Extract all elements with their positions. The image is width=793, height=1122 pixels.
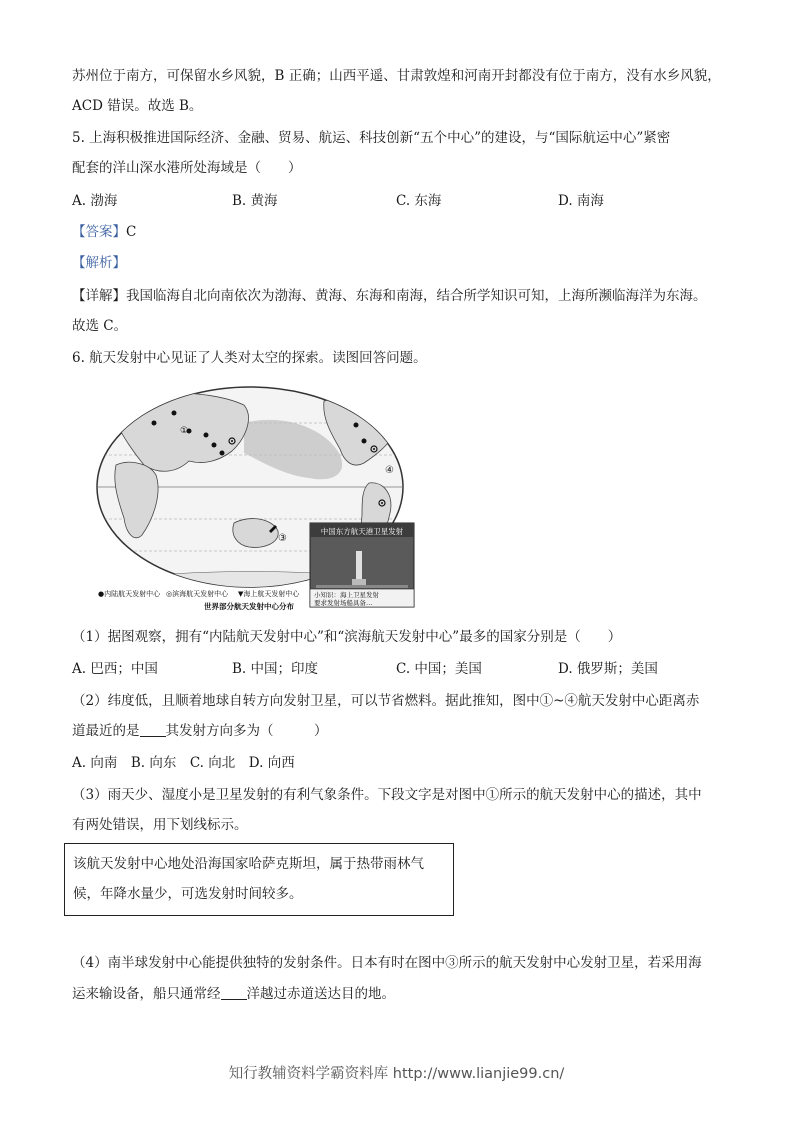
description-box [64, 843, 454, 916]
option-b: B. 黄海 [232, 193, 278, 209]
option-d: D. 俄罗斯；美国 [558, 661, 658, 677]
option-a: A. 渤海 [72, 193, 118, 209]
question-6-options [72, 659, 732, 679]
answer-line [72, 222, 136, 242]
sub-question-3-line-1: （3）雨天少、湿度小是卫星发射的有利气象条件。下段文字是对图中①所示的航天发射中心的描述，其中 [72, 787, 702, 803]
answer-blank[interactable] [221, 985, 247, 1000]
sub-question-2-line-2 [72, 721, 328, 741]
description-line-1: 该航天发射中心地处沿海国家哈萨克斯坦，属于热带雨林气 [73, 856, 424, 872]
sub-question-4-line-1: （4）南半球发射中心能提供独特的发射条件。日本有时在图中③所示的航天发射中心发射卫星，若采用海 [72, 955, 702, 971]
inset-caption-2: 要求发射场船具备… [314, 599, 373, 607]
option-c: C. 中国；美国 [396, 661, 482, 677]
sub-question-4-line-2 [72, 984, 395, 1004]
option-b: B. 中国；印度 [232, 661, 319, 677]
detail-line-1: 【详解】我国临海自北向南依次为渤海、黄海、东海和南海，结合所学知识可知，上海所濒临海洋为东海。 [72, 288, 707, 304]
legend-sea: ▼海上航天发射中心 [238, 590, 300, 598]
legend-coastal: ◎滨海航天发射中心 [166, 590, 229, 598]
sub-question-3-line-2: 有两处错误，用下划线标示。 [72, 817, 248, 833]
map-graphic [94, 383, 416, 611]
sub-question-2-options: A. 向南 B. 向东 C. 向北 D. 向西 [72, 755, 295, 771]
question-5-line-1: 5. 上海积极推进国际经济、金融、贸易、航运、科技创新“五个中心”的建设，与“国际航运中心”紧密 [72, 130, 671, 146]
text-line: 苏州位于南方，可保留水乡风貌，B 正确；山西平遥、甘肃敦煌和河南开封都没有位于南方，没有水乡风貌， [72, 68, 721, 84]
sub-question-1: （1）据图观察，拥有“内陆航天发射中心”和“滨海航天发射中心”最多的国家分别是（ ） [72, 629, 622, 645]
sub-question-2-text-b: 其发射方向多为（ ） [165, 723, 328, 739]
question-5-line-2: 配套的洋山深水港所处海域是（ ） [72, 160, 302, 176]
question-5-options [72, 191, 732, 211]
option-a: A. 巴西；中国 [72, 661, 158, 677]
map-mark-1: ① [180, 426, 189, 436]
world-launch-center-map [94, 383, 416, 611]
footer-watermark: 知行教辅资料学霸资料库 http://www.lianjie99.cn/ [228, 1066, 565, 1082]
sub-question-4-text-b: 洋越过赤道送达目的地。 [246, 986, 395, 1002]
text-line: ACD 错误。故选 B。 [72, 98, 203, 114]
map-mark-3: ③ [278, 533, 287, 544]
map-mark-4: ④ [385, 465, 394, 476]
analysis-tag: 【解析】 [72, 255, 126, 271]
detail-line-2: 故选 C。 [72, 318, 128, 334]
description-line-2: 候，年降水量少，可选发射时间较多。 [73, 886, 303, 902]
map-caption: 世界部分航天发射中心分布 [204, 602, 294, 611]
sub-question-2-text-a: 道最近的是 [72, 723, 140, 739]
answer-tag: 【答案】 [72, 224, 126, 240]
option-c: C. 东海 [396, 193, 442, 209]
sub-question-4-text-a: 运来输设备，船只通常经 [72, 986, 221, 1002]
option-d: D. 南海 [558, 193, 604, 209]
answer-blank[interactable] [140, 722, 166, 737]
legend-inland: ●内陆航天发射中心 [98, 590, 161, 598]
inset-title: 中国东方航天港卫星发射 [320, 527, 404, 536]
answer-value: C [126, 224, 137, 240]
sub-question-2-line-1: （2）纬度低，且顺着地球自转方向发射卫星，可以节省燃料。据此推知，图中①~④航天发射中心距离赤 [72, 693, 700, 709]
question-6-stem: 6. 航天发射中心见证了人类对太空的探索。读图回答问题。 [72, 350, 427, 366]
inset-caption-1: 小知识：海上卫星发射 [314, 591, 379, 599]
